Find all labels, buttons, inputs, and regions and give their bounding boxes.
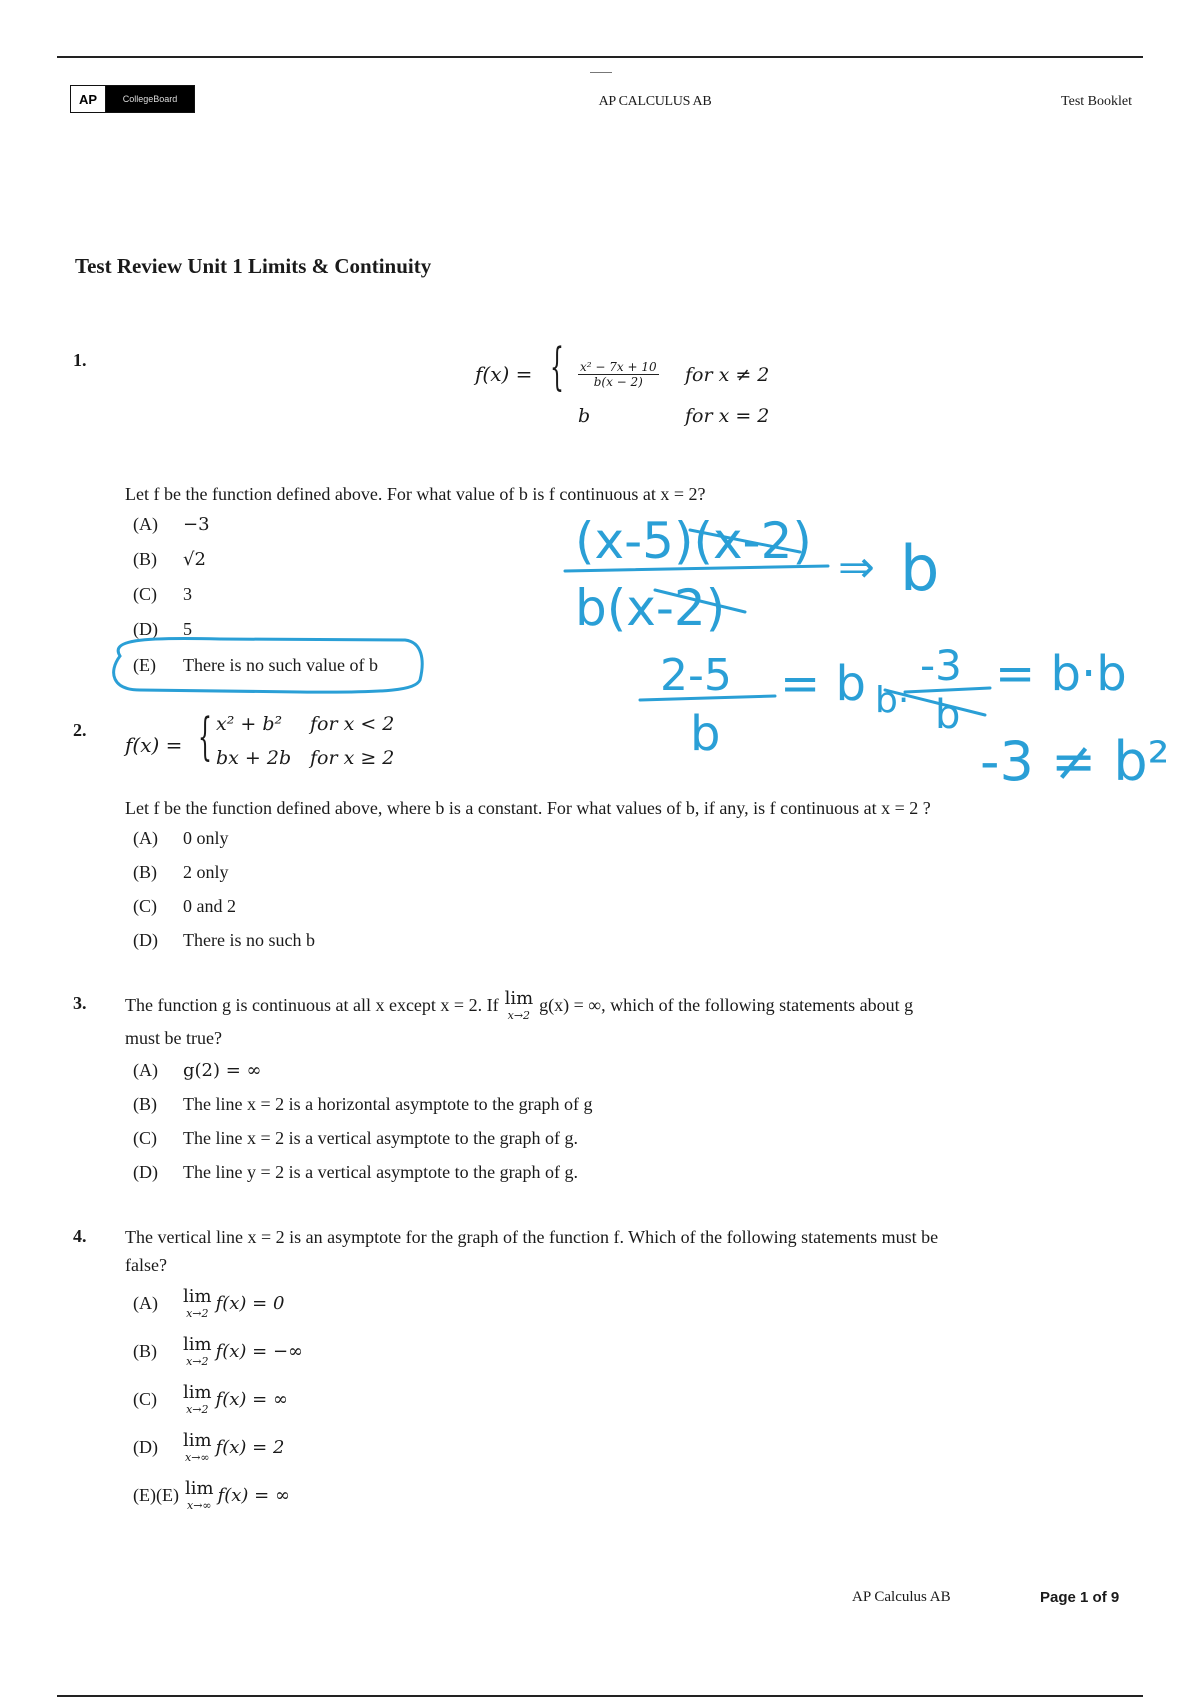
q1-case2: b (578, 405, 591, 427)
ink-text (575, 512, 1169, 793)
choice-text: There is no such value of b (183, 655, 378, 675)
choice-label: (A) (133, 514, 158, 534)
q2-number: 2. (73, 720, 87, 740)
choice-label: (D) (133, 930, 158, 950)
q1-brace: { (550, 339, 564, 398)
choice-label: (A) (133, 1060, 158, 1080)
choice-text: f(x) = −∞ (215, 1341, 304, 1362)
q3-stem-part2: g(x) = ∞, which of the following statements about g (539, 995, 914, 1015)
choice-text: The line y = 2 is a vertical asymptote to the graph of g. (183, 1162, 579, 1182)
hw-line3-den: b (935, 692, 961, 738)
q2-case2: bx + 2b (216, 747, 292, 769)
lim-word: lim (183, 1382, 212, 1403)
q2-stem: Let f be the function defined above, where b is a constant. For what values of b, if any, is f continuous at x = 2 ? (125, 798, 931, 818)
hw-line3-right: = b·b (995, 646, 1127, 702)
q2-cond1: for x < 2 (310, 713, 395, 735)
choice-text: 0 and 2 (183, 896, 236, 916)
choice-label: (D) (133, 619, 158, 639)
hw-line2-mid: = b (780, 656, 866, 712)
hw-line1-den: b(x-2) (575, 579, 726, 637)
lim-sub: x→2 (186, 1403, 209, 1416)
q4-stem-cont: false? (125, 1255, 167, 1275)
choice-text: The line x = 2 is a horizontal asymptote to the graph of g (183, 1094, 593, 1114)
lim-word: lim (185, 1478, 214, 1499)
q3-stem-part1: The function g is continuous at all x except x = 2. If (125, 995, 499, 1015)
lim-word: lim (504, 987, 534, 1009)
q1-cond2: for x = 2 (685, 405, 770, 427)
footer-page-number: Page 1 of 9 (1040, 1589, 1120, 1606)
q1-stem: Let f be the function defined above. For what value of b is f continuous at x = 2? (125, 484, 706, 504)
lim-word: lim (183, 1334, 212, 1355)
choice-text: f(x) = 2 (215, 1437, 285, 1458)
choice-label: (C) (133, 896, 157, 916)
choice-text: √2 (183, 549, 206, 570)
header-booklet: Test Booklet (1061, 94, 1132, 109)
hw-line2-den: b (690, 706, 721, 762)
choice-label: (C) (133, 1389, 157, 1409)
hw-line4: -3 ≠ b² (980, 730, 1170, 793)
choice-label: (D) (133, 1437, 158, 1457)
hw-line1-num: (x-5)(x-2) (575, 512, 812, 570)
hw-line3-num: -3 (920, 641, 962, 690)
bottom-rule (57, 1695, 1143, 1697)
choice-label: (B) (133, 862, 157, 882)
q2-fx: f(x) = (125, 733, 183, 757)
q4-number: 4. (73, 1226, 87, 1246)
q3-stem-cont: must be true? (125, 1028, 222, 1048)
lim-sub: x→2 (507, 1008, 531, 1022)
q2-case1: x² + b² (216, 713, 283, 735)
q1-cond1: for x ≠ 2 (685, 364, 770, 386)
q1-number: 1. (73, 350, 87, 370)
choice-label: (D) (133, 1162, 158, 1182)
choice-label: (A) (133, 1293, 158, 1313)
hw-line2-num: 2-5 (660, 650, 732, 701)
q1-denominator: b(x − 2) (593, 375, 643, 389)
choice-text: There is no such b (183, 930, 315, 950)
choice-label: (E)(E) (133, 1485, 179, 1505)
hw-arrow: ⇒ (838, 542, 875, 593)
header-course: AP CALCULUS AB (598, 94, 712, 109)
page-title: Test Review Unit 1 Limits & Continuity (75, 254, 432, 278)
answer-circle (114, 638, 423, 692)
choice-text: 2 only (183, 862, 229, 882)
choice-text: f(x) = 0 (215, 1293, 285, 1314)
choice-text: f(x) = ∞ (217, 1485, 290, 1506)
choice-label: (B) (133, 1341, 157, 1361)
choice-label: (B) (133, 1094, 157, 1114)
q1-numerator: x² − 7x + 10 (580, 360, 657, 374)
q1-fx: f(x) = (475, 362, 533, 386)
lim-sub: x→∞ (185, 1451, 210, 1464)
lim-sub: x→2 (186, 1307, 209, 1320)
collegeboard-logo-text: CollegeBoard (106, 86, 194, 112)
choice-text: 0 only (183, 828, 229, 848)
ap-logo-text: AP (71, 86, 106, 112)
choice-label: (B) (133, 549, 157, 569)
choice-text: The line x = 2 is a vertical asymptote to the graph of g. (183, 1128, 579, 1148)
lim-word: lim (183, 1430, 212, 1451)
choice-label: (A) (133, 828, 158, 848)
q4-stem: The vertical line x = 2 is an asymptote for the graph of the function f. Which of the following statements must be (125, 1227, 939, 1247)
footer-course: AP Calculus AB (852, 1589, 951, 1605)
choice-label: (E) (133, 655, 156, 675)
q2-brace: { (198, 709, 212, 768)
choice-text: −3 (183, 514, 210, 535)
choice-label: (C) (133, 584, 157, 604)
lim-sub: x→2 (186, 1355, 209, 1368)
q3-number: 3. (73, 993, 87, 1013)
hw-line3-left: b· (875, 680, 910, 721)
choice-label: (C) (133, 1128, 157, 1148)
choice-text: 3 (183, 584, 192, 604)
q2-cond2: for x ≥ 2 (310, 747, 395, 769)
lim-word: lim (183, 1286, 212, 1307)
choice-text: g(2) = ∞ (183, 1060, 262, 1081)
lim-sub: x→∞ (187, 1499, 212, 1512)
hw-result: b (900, 532, 940, 605)
choice-text: f(x) = ∞ (215, 1389, 288, 1410)
choice-text: 5 (183, 619, 192, 639)
